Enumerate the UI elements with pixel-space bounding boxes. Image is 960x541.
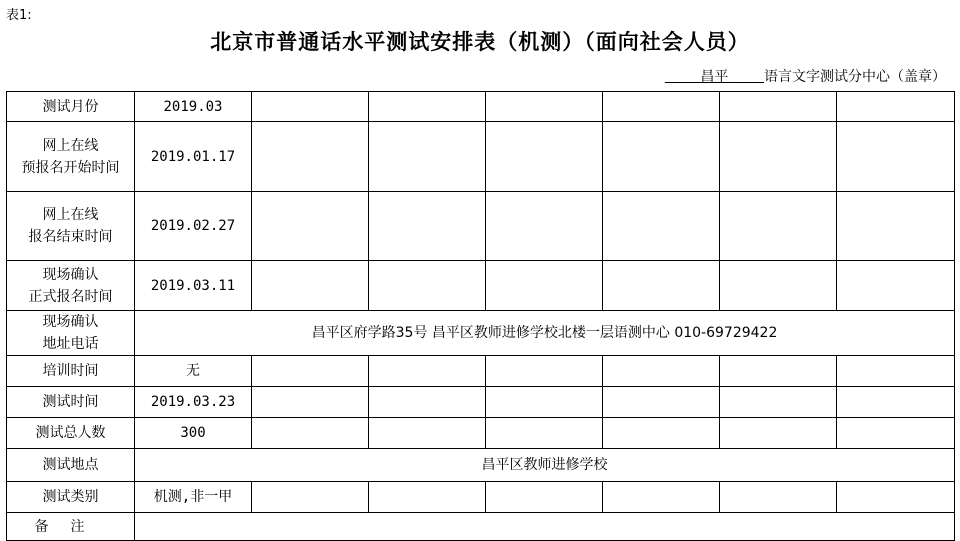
row-value: 2019.03.23 [135, 387, 252, 418]
row-value: 2019.02.27 [135, 192, 252, 261]
row-value: 无 [135, 356, 252, 387]
table-row [7, 261, 955, 311]
row-label: 测试类别 [7, 482, 135, 513]
table-row [7, 418, 955, 449]
row-label: 测试地点 [7, 449, 135, 482]
table-row [7, 92, 955, 122]
row-label: 测试月份 [7, 92, 135, 122]
row-label: 网上在线 预报名开始时间 [7, 122, 135, 192]
table-number: 表1: [6, 8, 32, 23]
row-label: 现场确认 地址电话 [7, 311, 135, 356]
row-label: 培训时间 [7, 356, 135, 387]
table-row [7, 449, 955, 482]
row-value: 300 [135, 418, 252, 449]
remarks-label: 备注 [7, 513, 135, 541]
table-row [7, 513, 955, 541]
table-row [7, 387, 955, 418]
remarks-value [135, 513, 955, 541]
table-row [7, 356, 955, 387]
row-label: 测试时间 [7, 387, 135, 418]
row-value: 2019.03.11 [135, 261, 252, 311]
schedule-table [6, 91, 955, 541]
test-location: 昌平区教师进修学校 [135, 449, 955, 482]
table-row [7, 311, 955, 356]
row-label: 网上在线 报名结束时间 [7, 192, 135, 261]
document-title: 北京市普通话水平测试安排表（机测）（面向社会人员） [210, 30, 750, 54]
row-value: 2019.01.17 [135, 122, 252, 192]
test-center-line [665, 66, 946, 86]
address-phone: 昌平区府学路35号 昌平区教师进修学校北楼一层语测中心 010-69729422 [135, 311, 955, 356]
row-value: 机测,非一甲 [135, 482, 252, 513]
row-label: 测试总人数 [7, 418, 135, 449]
table-row [7, 122, 955, 192]
center-suffix: 语言文字测试分中心（盖章） [764, 69, 946, 85]
district-name: 昌平 [700, 69, 729, 85]
table-row [7, 482, 955, 513]
row-value: 2019.03 [135, 92, 252, 122]
table-row [7, 192, 955, 261]
row-label: 现场确认 正式报名时间 [7, 261, 135, 311]
